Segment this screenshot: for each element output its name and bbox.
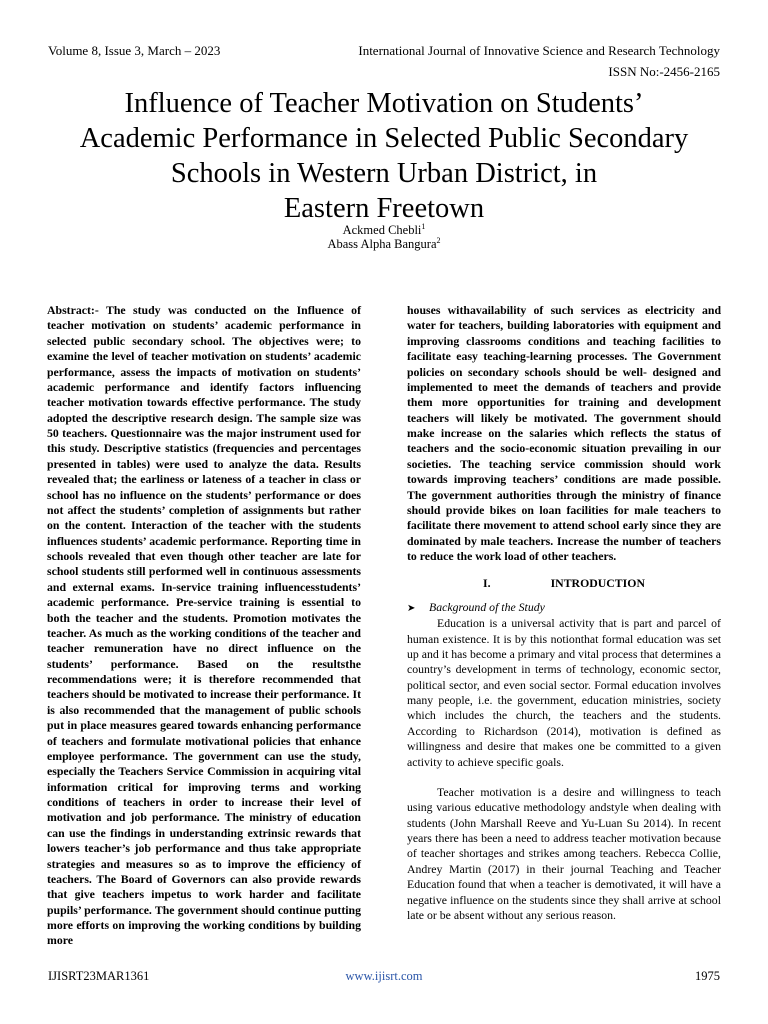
author-2 (0, 237, 768, 251)
author-affiliation-mark: 1 (421, 221, 426, 231)
paper-title (40, 86, 728, 226)
author-list (0, 223, 768, 251)
title-line-3: Schools in Western Urban District, in (170, 158, 598, 189)
left-column (47, 303, 361, 949)
volume-info: Volume 8, Issue 3, March – 2023 (48, 43, 221, 58)
journal-name: International Journal of Innovative Science and Research Technology (358, 43, 720, 58)
subsection-title: Background of the Study (429, 599, 545, 614)
title-line-4: Eastern Freetown (283, 193, 485, 224)
section-number: I. (483, 576, 491, 591)
section-heading (407, 576, 721, 591)
document-id: IJISRT23MAR1361 (48, 969, 150, 983)
author-affiliation-mark: 2 (436, 235, 441, 245)
abstract: Abstract:- The study was conducted on the Influence of teacher motivation on students’ academic performance in selected public secondary school. The objectives were; to examine the level of teacher motivation on students’ academic performance, assess the impacts of motivation on students’ academic performance and identify factors influencing teacher motivation towards effective performance. The study adopted the descriptive research design. The sample size was 50 teachers. Questionnaire was the major instrument used for this study. Descriptive statistics (frequencies and percentages presented in tables) were used to analyze the data. Results revealed that; the earliness or lateness of a teacher in class or school has no influence on the students’ performance or does not affect the students’ completion of assignments but rather on the content. Interaction of the teacher with the students influences students’ academic performance. Reporting time in schools revealed that even though other teacher are late for school students still performed well in continuous assessments and external exams. In-service training influencesstudents’ academic performance. Pre-service training is essential to both the teacher and the students. Promotion motivates the teacher. As much as the working conditions of the teacher and teacher remuneration have no direct influence on the students’ performance. Based on the resultsthe recommendations were; it is therefore recommended that teachers should be motivated to increase their performance. It is also recommended that the management of public schools put in place measures geared towards enhancing performance of teachers and formulate motivational policies that enhance employee performance. The government can use the study, especially the Teachers Service Commission in acquiring vital information critical for improving terms and working conditions of teachers in order to increase their level of motivation and job performance. The ministry of education can use the findings in understanding extrinsic rewards that lowers teacher’s job performance and thus take appropriate strategies and measures so as to improve the efficiency of teachers. The Board of Governors can also provide rewards that give teachers impetus to work harder and facilitate pupils’ performance. The government should continue putting more efforts on improving the working conditions by building more (47, 303, 361, 948)
issn: ISSN No:-2456-2165 (608, 64, 720, 79)
bullet-arrow-icon: ➤ (407, 602, 416, 614)
right-column (407, 303, 721, 923)
body-paragraph: Education is a universal activity that is part and parcel of human existence. It is by this notionthat formal education was set up and it has become a primary and vital process that determines a country’s development in terms of technology, economic sector, political sector, and even social sector. Formal education involves many people, i.e. the government, education ministries, society which includes the church, the teachers and the students. According to Richardson (2014), motivation is defined as willingness and desire that makes one be committed to a given activity to achieve specific goals. (407, 616, 721, 769)
author-name: Abass Alpha Bangura (327, 237, 437, 251)
website-link[interactable]: www.ijisrt.com (345, 969, 423, 983)
page-number: 1975 (695, 969, 720, 983)
subsection-heading (407, 600, 721, 616)
section-title: INTRODUCTION (550, 576, 645, 591)
abstract-continued: houses withavailability of such services as electricity and water for teachers, building laboratories with equipment and improving classrooms conditions and teaching facilities to facilitate easy teaching-learning processes. The Government policies on secondary schools should be well- designed and implemented to meet the demands of teachers and provide them more opportunities for training and development teachers will likely be motivated. The government should make increase on the salaries which reflects the status of teachers and the socio-economic situation prevailing in our societies. The teaching service commission should work towards improving teachers’ conditions are made possible. The government authorities through the ministry of finance should provide bikes on loan facilities for male teachers to facilitate there movement to attend school early since they are dominated by male teachers. Increase the number of teachers to reduce the work load of other teachers. (407, 303, 721, 563)
body-paragraph: Teacher motivation is a desire and willingness to teach using various educative methodology andstyle when dealing with students (John Marshall Reeve and Yu-Luan Su 2014). In recent years there has been a need to address teacher motivation because of teacher shortages and strikes among teachers. Rebecca Collie, Andrey Martin (2017) in their journal Teaching and Teacher Education found that when a teacher is demotivated, it will have a negative influence on the students since they shall arrive at school late or be absent without any serious reason. (407, 784, 721, 922)
author-1 (0, 223, 768, 237)
title-line-2: Academic Performance in Selected Public Secondary (79, 123, 689, 154)
title-line-1: Influence of Teacher Motivation on Students’ (124, 88, 644, 119)
author-name: Ackmed Chebli (342, 223, 422, 237)
